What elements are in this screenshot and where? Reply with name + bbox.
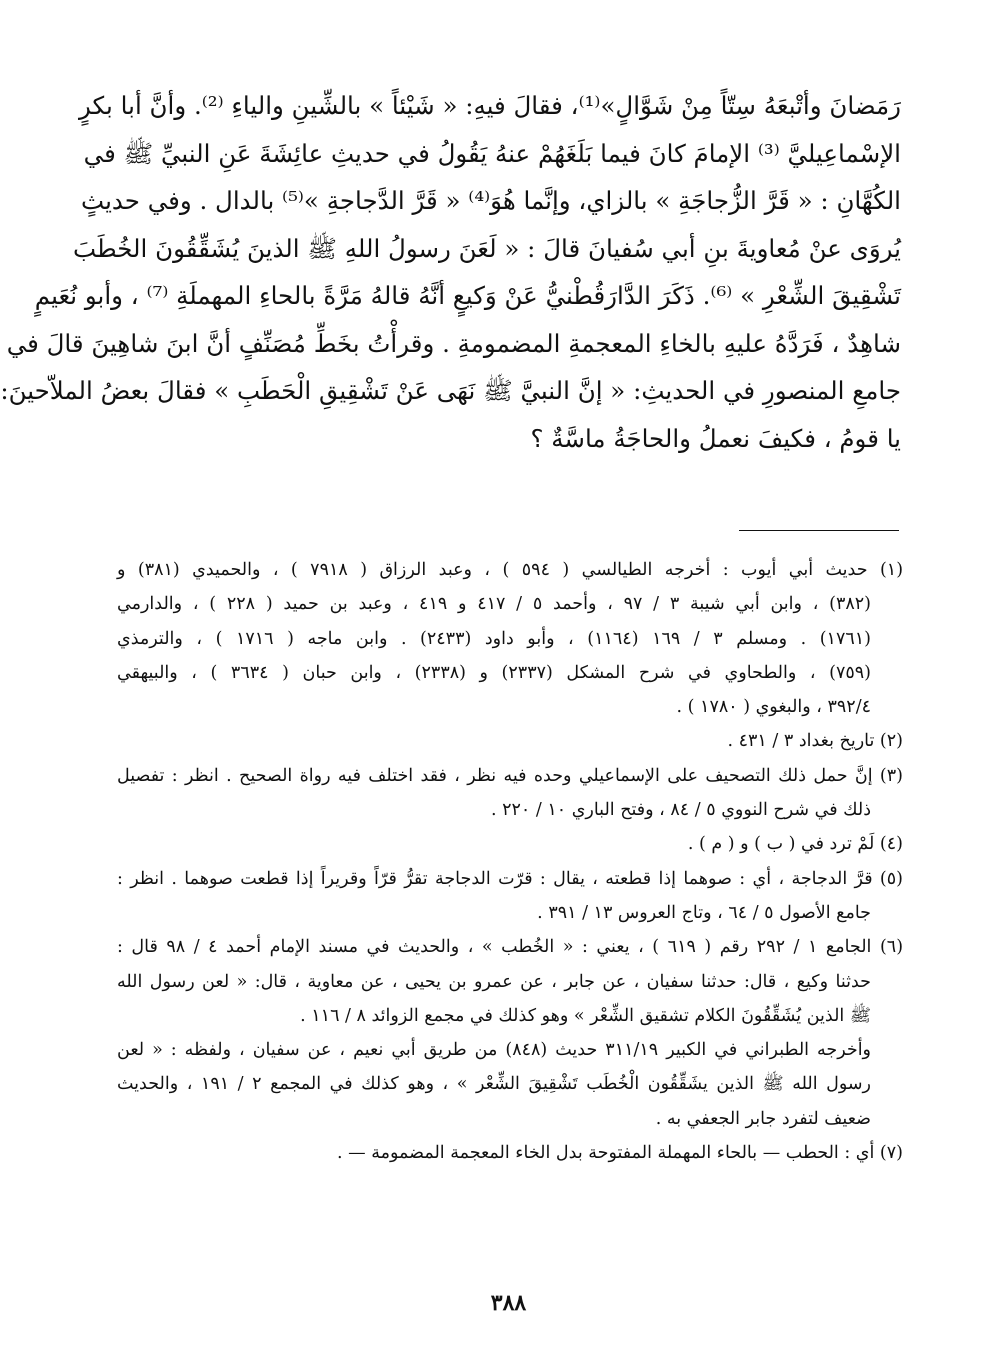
footnote-separator bbox=[739, 530, 899, 531]
footnote-line: ذلك في شرح النووي ٥ / ٨٤ ، وفتح الباري ١٠ / ٢٢٠ . bbox=[490, 800, 871, 821]
main-line: تَشْقِيقَ الشِّعْرِ » ⁽⁶⁾. ذَكَرَ الدَّارَقُطْنيُّ عَنْ وَكيعٍ أنَّهُ قالهُ مَرَّةً بالحاءِ المهملَةِ ⁽⁷⁾ ، وأبو نُعَيمٍ bbox=[34, 281, 901, 310]
footnote-line: ضعيف لتفرد جابر الجعفي به . bbox=[655, 1108, 871, 1129]
footnote-line: جامع الأصول ٥ / ٦٤ ، وتاج العروس ١٣ / ٣٩١ . bbox=[537, 902, 871, 923]
footnote-line: (٧) أي : الحطب — بالحاء المهملة المفتوحة بدل الخاء المعجمة المضمومة — . bbox=[337, 1143, 903, 1164]
footnote-7 bbox=[117, 1136, 903, 1170]
footnote-line: (١) حديث أبي أيوب : أخرجه الطيالسي ( ٥٩٤ ) ، وعبد الرزاق ( ٧٩١٨ ) ، والحميدي (٣٨١) و bbox=[117, 560, 904, 580]
footnote-2 bbox=[117, 724, 903, 758]
footnote-line: رسول الله ﷺ الذين يشَقِّقُون الْخُطَب تَشْقِيقَ الشِّعْر » ، وهو كذلك في المجمع ٢ / ١٩١ ، والحديث bbox=[117, 1074, 871, 1095]
footnote-line: (٢) تاريخ بغداد ٣ / ٤٣١ . bbox=[727, 731, 903, 752]
main-line: يا قومُ ، فكيفَ نعملُ والحاجَةُ ماسَّةٌ ؟ bbox=[530, 423, 901, 453]
main-line: الكُهَّانِ : « قَرَّ الزُّجاجَةِ » بالزاي، وإنَّما هُوَ⁽⁴⁾ « قَرَّ الدَّجاجةِ »⁽⁵⁾ بالدال . وفي حديثٍ bbox=[81, 186, 901, 215]
footnote-line: حدثنا وكيع ، قال: حدثنا سفيان ، عن جابر ، عن عمرو بن يحيى ، عن معاوية ، قال: « لعن رسول الله bbox=[117, 971, 871, 992]
footnote-line: (٥) قرَّ الدجاجة ، أي : صوهما إذا قطعته ، يقال : قرّت الدجاجة تقرُّ قرّاً وقريراً إذا قطعت صوهما . انظر : bbox=[117, 868, 903, 889]
footnote-line: (٦) الجامع ١ / ٢٩٢ رقم ( ٦١٩ ) ، يعني : « الخُطب » ، والحديث في مسند الإمام أحمد ٤ / ٩٨ قال : bbox=[117, 937, 904, 958]
footnote-3 bbox=[117, 759, 903, 828]
footnote-line: ﷺ الذين يُشَقِّقُونَ الكلام تشقيق الشِّعْر » وهو كذلك في مجمع الزوائد ٨ / ١١٦ . bbox=[300, 1005, 871, 1026]
footnote-1 bbox=[117, 553, 903, 724]
footnote-line: (٤) لَمْ ترد في ( ب ) و ( م ) . bbox=[687, 834, 903, 855]
main-line: يُروَى عنْ مُعاويةَ بنِ أبي سُفيانَ قالَ : « لَعَنَ رسولُ اللهِ ﷺ الذينَ يُشَقِّقُونَ الخُطَبَ bbox=[73, 233, 901, 263]
footnote-line: (١٧٦١) . ومسلم ٣ / ١٦٩ (١١٦٤) ، وأبو داود (٢٤٣٣) . وابن ماجه ( ١٧١٦ ) ، والترمذي bbox=[117, 628, 871, 649]
footnote-line: ٣٩٢/٤ ، والبغوي ( ١٧٨٠ ) . bbox=[676, 697, 871, 718]
footnote-line: (٣) إنَّ حمل ذلك التصحيف على الإسماعيلي وحده فيه نظر ، فقد اختلف فيه رواة الصحيح . انظر : تفصيل bbox=[117, 765, 903, 786]
footnote-line: (٣٨٢) ، وابن أبي شيبة ٣ / ٩٧ ، وأحمد ٥ / ٤١٧ و ٤١٩ ، وعبد بن حميد ( ٢٢٨ ) ، والدارمي bbox=[117, 594, 871, 615]
main-text-block bbox=[0, 82, 901, 462]
footnote-4 bbox=[117, 827, 903, 861]
main-line: جامعِ المنصورِ في الحديثِ: « إنَّ النبيَّ ﷺ نَهَى عَنْ تَشْقِيقِ الْحَطَبِ » فقالَ بعضُ الملاّحينَ: bbox=[0, 376, 901, 405]
footnote-5 bbox=[117, 862, 903, 931]
footnote-line: وأخرجه الطبراني في الكبير ٣١١/١٩ حديث (٨٤٨) من طريق أبي نعيم ، عن سفيان ، ولفظه : « لعن bbox=[117, 1040, 872, 1061]
main-line: رَمَضانَ وأتْبعَهُ سِتّاً مِنْ شَوَّالٍ»⁽¹⁾، فقالَ فيهِ: « شَيْئاً » بالشِّينِ والياءِ ⁽²⁾. وأنَّ أبا بكرٍ bbox=[79, 91, 901, 120]
footnotes-block bbox=[117, 553, 903, 1170]
page-number: ٣٨٨ bbox=[490, 1290, 527, 1316]
main-line: الإسْماعِيليَّ ⁽³⁾ الإمامَ كانَ فيما بَلَغَهُمْ عنهُ يَقُولُ في حديثِ عائِشَةَ عَنِ النبيِّ ﷺ في bbox=[83, 138, 901, 168]
main-line: شاهِدٌ ، فَرَدَّهُ عليهِ بالخاءِ المعجمةِ المضمومةِ . وقرأْتُ بخَطِّ مُصَنِّفٍ أنَّ ابنَ شاهِينَ قالَ في bbox=[6, 328, 901, 358]
footnote-6 bbox=[117, 930, 903, 1136]
footnote-line: (٧٥٩) ، والطحاوي في شرح المشكل (٢٣٣٧) و (٢٣٣٨) ، وابن حبان ( ٣٦٣٤ ) ، والبيهقي bbox=[117, 662, 871, 683]
